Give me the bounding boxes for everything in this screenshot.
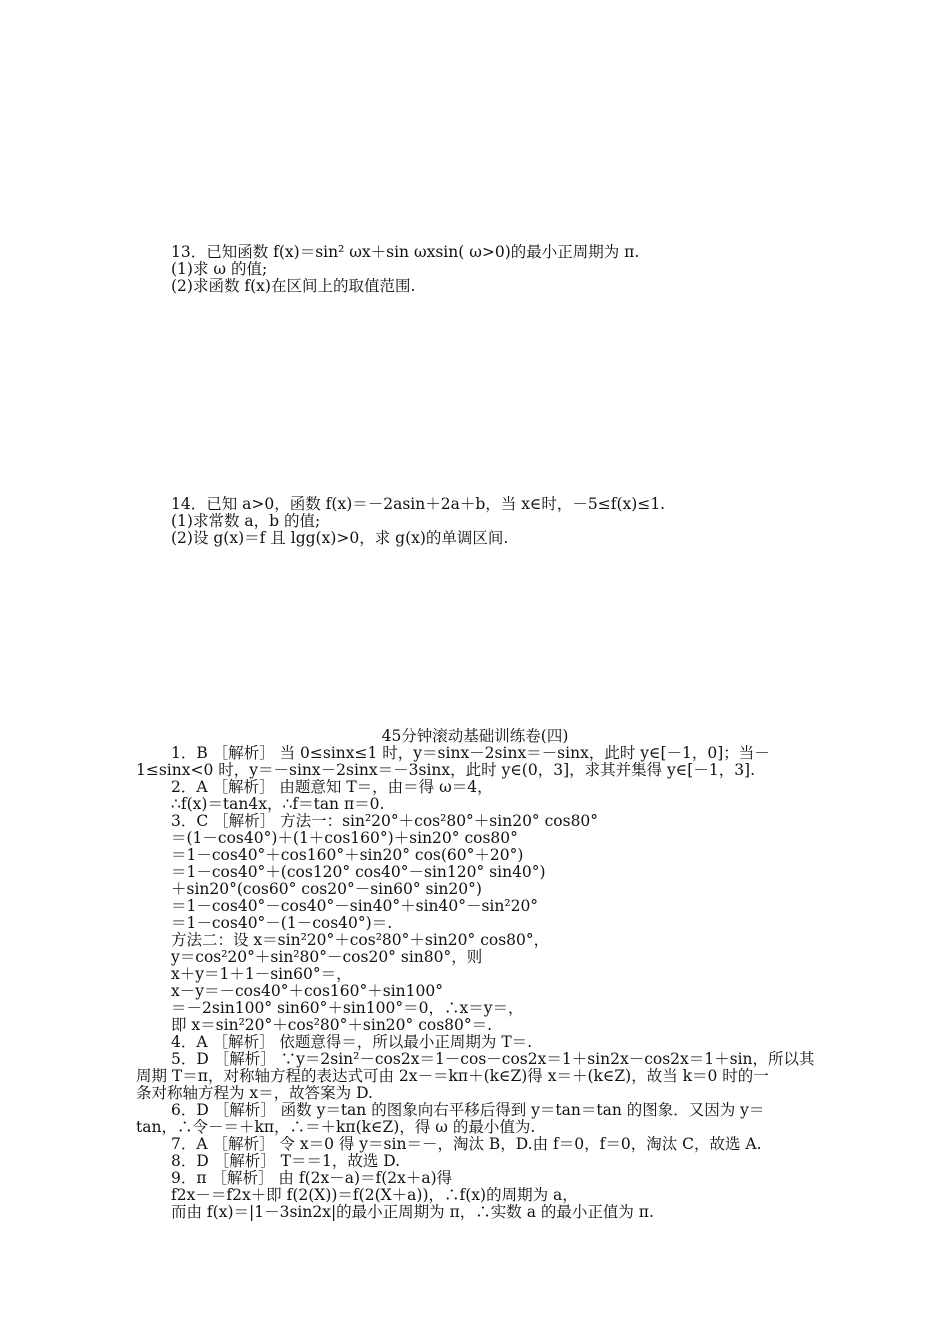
question-14-title: 14．已知 a>0，函数 f(x)＝－2asin＋2a＋b，当 x∈时，－5≤f(x)≤1. [171, 495, 666, 513]
answer-line: x－y＝－cos40°＋cos160°＋sin100° [171, 982, 443, 1000]
answer-line: y＝cos²20°＋sin²80°－cos20° sin80°，则 [171, 948, 483, 966]
answer-line: 而由 f(x)＝|1－3sin2x|的最小正周期为 π，∴实数 a 的最小正值为 π. [171, 1203, 654, 1221]
question-14-part-2: (2)设 g(x)＝f 且 lgg(x)>0，求 g(x)的单调区间. [171, 529, 509, 547]
question-13-part-2: (2)求函数 f(x)在区间上的取值范围. [171, 277, 416, 295]
answer-line: ＝1－cos40°－cos40°－sin40°＋sin40°－sin²20° [171, 897, 539, 915]
answer-line: 5．D ［解析］ ∵y＝2sin²－cos2x＝1－cos－cos2x＝1＋sin2x－cos2x＝1＋sin，所以其 [171, 1050, 815, 1068]
answer-line: 方法二：设 x＝sin²20°＋cos²80°＋sin20° cos80°， [171, 931, 550, 949]
question-14-part-1: (1)求常数 a，b 的值; [171, 512, 321, 530]
answer-line: 周期 T＝π，对称轴方程的表达式可由 2x－＝kπ＋(k∈Z)得 x＝＋(k∈Z)，故当 k＝0 时的一 [136, 1067, 769, 1085]
answer-line: 2．A ［解析］ 由题意知 T＝，由＝得 ω＝4， [171, 778, 493, 796]
answer-line: ∴f(x)＝tan4x，∴f＝tan π＝0. [171, 795, 385, 813]
answer-line: ＝(1－cos40°)＋(1＋cos160°)＋sin20° cos80° [171, 829, 518, 847]
answer-line: x＋y＝1＋1－sin60°＝， [171, 965, 352, 983]
answer-line: ＝1－cos40°＋cos160°＋sin20° cos(60°＋20°) [171, 846, 524, 864]
answer-line: 3．C ［解析］ 方法一：sin²20°＋cos²80°＋sin20° cos80° [171, 812, 599, 830]
answer-line: 6．D ［解析］ 函数 y＝tan 的图象向右平移后得到 y＝tan＝tan 的图象．又因为 y＝ [171, 1101, 765, 1119]
answer-line: ＋sin20°(cos60° cos20°－sin60° sin20°) [171, 880, 482, 898]
answer-line: 8．D ［解析］ T＝＝1，故选 D. [171, 1152, 401, 1170]
answer-line: ＝1－cos40°＋(cos120° cos40°－sin120° sin40°) [171, 863, 546, 881]
question-13-part-1: (1)求 ω 的值; [171, 260, 268, 278]
answer-line: 7．A ［解析］ 令 x＝0 得 y＝sin＝－，淘汰 B，D.由 f＝0，f＝0，淘汰 C，故选 A. [171, 1135, 762, 1153]
question-13-title: 13．已知函数 f(x)＝sin² ωx＋sin ωxsin( ω>0)的最小正周期为 π. [171, 243, 640, 261]
answer-line: 4．A ［解析］ 依题意得＝，所以最小正周期为 T＝. [171, 1033, 533, 1051]
answer-line: 9．π ［解析］ 由 f(2x－a)＝f(2x＋a)得 [171, 1169, 453, 1187]
answer-line: f2x－＝f2x＋即 f(2(X))＝f(2(X＋a))，∴f(x)的周期为 a， [171, 1186, 578, 1204]
answer-line: 即 x＝sin²20°＋cos²80°＋sin20° cos80°＝. [171, 1016, 493, 1034]
answer-line: ＝1－cos40°－(1－cos40°)＝. [171, 914, 393, 932]
answer-line: 1≤sinx<0 时，y＝－sinx－2sinx＝－3sinx，此时 y∈(0，3]，求其并集得 y∈[－1，3]. [136, 761, 756, 779]
answer-line: 1．B ［解析］ 当 0≤sinx≤1 时，y＝sinx－2sinx＝－sinx，此时 y∈[－1，0]；当－ [171, 744, 770, 762]
answers-title: 45分钟滚动基础训练卷(四) [381, 727, 569, 745]
answer-line: 条对称轴方程为 x＝，故答案为 D. [136, 1084, 373, 1102]
answer-line: tan，∴令－＝＋kπ，∴＝＋kπ(k∈Z)，得 ω 的最小值为. [136, 1118, 536, 1136]
answer-line: ＝－2sin100° sin60°＋sin100°＝0，∴x＝y＝， [171, 999, 524, 1017]
